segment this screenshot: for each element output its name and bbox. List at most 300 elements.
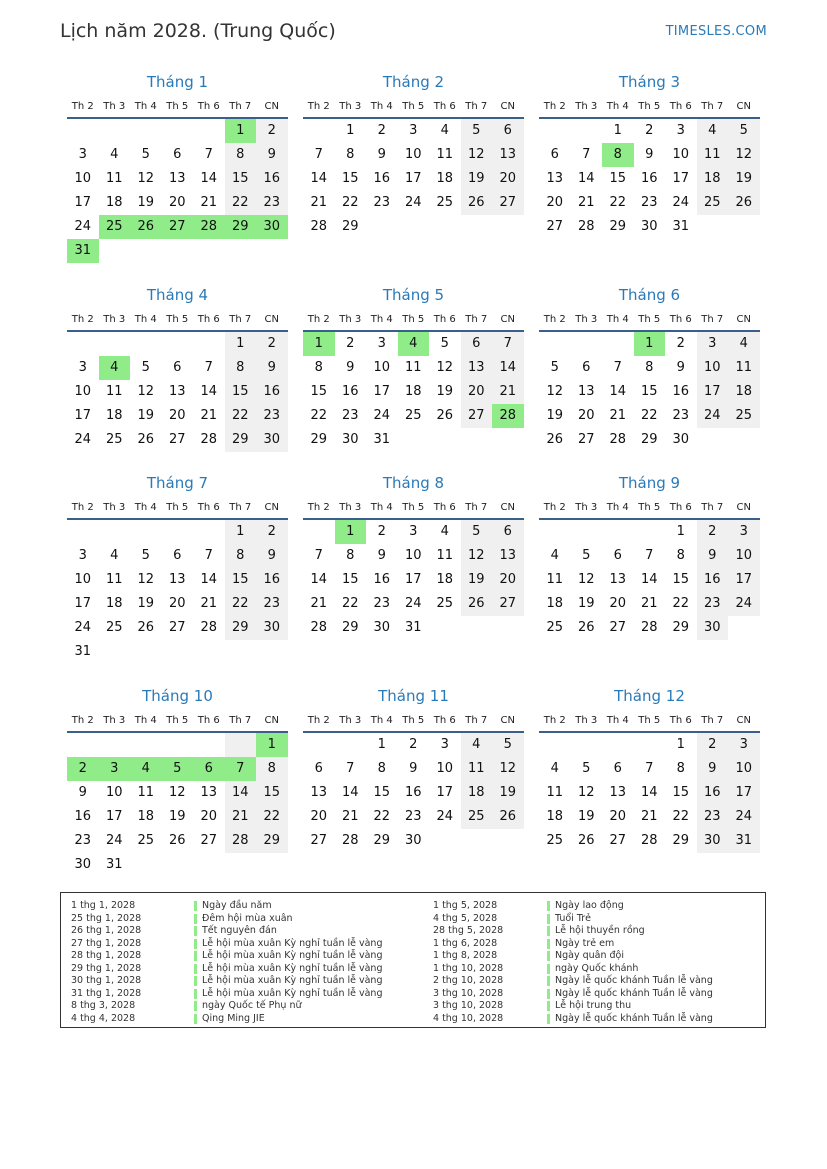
day-cell[interactable]: 24 [74, 620, 92, 635]
day-cell[interactable]: 14 [310, 171, 328, 186]
day-cell[interactable]: 26 [137, 432, 155, 447]
day-cell[interactable]: 31 [105, 857, 123, 872]
day-cell[interactable]: 16 [404, 785, 422, 800]
day-cell[interactable]: 22 [225, 191, 257, 215]
day-cell[interactable]: 17 [672, 171, 690, 186]
day-cell[interactable]: 9 [256, 356, 288, 380]
day-cell[interactable]: 11 [728, 356, 760, 380]
day-cell[interactable]: 18 [461, 781, 493, 805]
day-cell[interactable]: 17 [373, 384, 391, 399]
day-cell[interactable]: 5 [582, 761, 591, 776]
day-cell[interactable]: 11 [105, 384, 123, 399]
day-cell[interactable]: 18 [105, 195, 123, 210]
day-cell[interactable]: 28 [193, 215, 225, 239]
day-cell[interactable]: 26 [577, 833, 595, 848]
day-cell[interactable]: 15 [225, 568, 257, 592]
day-cell[interactable]: 28 [200, 620, 218, 635]
day-cell[interactable]: 12 [137, 572, 155, 587]
day-cell[interactable]: 3 [99, 757, 131, 781]
day-cell[interactable]: 7 [314, 147, 323, 162]
day-cell[interactable]: 19 [436, 384, 454, 399]
day-cell[interactable]: 11 [546, 572, 564, 587]
day-cell[interactable]: 6 [613, 761, 622, 776]
day-cell[interactable]: 14 [200, 384, 218, 399]
day-cell[interactable]: 25 [436, 195, 454, 210]
day-cell[interactable]: 16 [373, 171, 391, 186]
day-cell[interactable]: 22 [341, 596, 359, 611]
day-cell[interactable]: 28 [640, 833, 658, 848]
day-cell[interactable]: 18 [546, 809, 564, 824]
day-cell[interactable]: 20 [609, 596, 627, 611]
day-cell[interactable]: 27 [492, 592, 524, 616]
day-cell[interactable]: 7 [204, 147, 213, 162]
day-cell[interactable]: 12 [137, 171, 155, 186]
day-cell[interactable]: 13 [492, 544, 524, 568]
day-cell[interactable]: 28 [341, 833, 359, 848]
day-cell[interactable]: 19 [168, 809, 186, 824]
day-cell[interactable]: 2 [697, 733, 729, 757]
day-cell[interactable]: 6 [492, 119, 524, 143]
day-cell[interactable]: 1 [346, 123, 355, 138]
day-cell[interactable]: 10 [728, 757, 760, 781]
day-cell[interactable]: 10 [74, 572, 92, 587]
day-cell[interactable]: 24 [105, 833, 123, 848]
day-cell[interactable]: 30 [697, 829, 729, 853]
day-cell[interactable]: 6 [550, 147, 559, 162]
day-cell[interactable]: 6 [314, 761, 323, 776]
day-cell[interactable]: 30 [672, 432, 690, 447]
day-cell[interactable]: 6 [492, 520, 524, 544]
day-cell[interactable]: 22 [640, 408, 658, 423]
day-cell[interactable]: 20 [168, 596, 186, 611]
day-cell[interactable]: 13 [546, 171, 564, 186]
day-cell[interactable]: 4 [697, 119, 729, 143]
day-cell[interactable]: 19 [461, 167, 493, 191]
day-cell[interactable]: 18 [728, 380, 760, 404]
day-cell[interactable]: 23 [256, 592, 288, 616]
day-cell[interactable]: 21 [577, 195, 595, 210]
day-cell[interactable]: 3 [440, 737, 449, 752]
day-cell[interactable]: 15 [341, 572, 359, 587]
day-cell[interactable]: 31 [67, 239, 99, 263]
day-cell[interactable]: 27 [546, 219, 564, 234]
day-cell[interactable]: 11 [697, 143, 729, 167]
day-cell[interactable]: 13 [310, 785, 328, 800]
day-cell[interactable]: 12 [577, 785, 595, 800]
day-cell[interactable]: 21 [310, 596, 328, 611]
day-cell[interactable]: 21 [200, 408, 218, 423]
day-cell[interactable]: 10 [74, 384, 92, 399]
day-cell[interactable]: 14 [200, 171, 218, 186]
day-cell[interactable]: 25 [404, 408, 422, 423]
day-cell[interactable]: 19 [461, 568, 493, 592]
day-cell[interactable]: 6 [193, 757, 225, 781]
day-cell[interactable]: 23 [74, 833, 92, 848]
day-cell[interactable]: 23 [256, 404, 288, 428]
day-cell[interactable]: 12 [461, 143, 493, 167]
day-cell[interactable]: 11 [436, 548, 454, 563]
day-cell[interactable]: 20 [168, 408, 186, 423]
day-cell[interactable]: 5 [141, 548, 150, 563]
day-cell[interactable]: 27 [461, 404, 493, 428]
day-cell[interactable]: 19 [546, 408, 564, 423]
day-cell[interactable]: 24 [404, 596, 422, 611]
day-cell[interactable]: 29 [225, 215, 257, 239]
day-cell[interactable]: 7 [492, 332, 524, 356]
day-cell[interactable]: 24 [436, 809, 454, 824]
day-cell[interactable]: 22 [373, 809, 391, 824]
day-cell[interactable]: 24 [74, 219, 92, 234]
day-cell[interactable]: 8 [676, 761, 685, 776]
day-cell[interactable]: 29 [640, 432, 658, 447]
day-cell[interactable]: 9 [645, 147, 654, 162]
day-cell[interactable]: 22 [672, 809, 690, 824]
day-cell[interactable]: 12 [137, 384, 155, 399]
day-cell[interactable]: 11 [105, 171, 123, 186]
day-cell[interactable]: 10 [105, 785, 123, 800]
day-cell[interactable]: 21 [640, 809, 658, 824]
day-cell[interactable]: 9 [697, 544, 729, 568]
day-cell[interactable]: 25 [546, 833, 564, 848]
day-cell[interactable]: 8 [346, 147, 355, 162]
day-cell[interactable]: 22 [225, 404, 257, 428]
day-cell[interactable]: 28 [640, 620, 658, 635]
day-cell[interactable]: 24 [74, 432, 92, 447]
day-cell[interactable]: 4 [110, 147, 119, 162]
day-cell[interactable]: 3 [728, 520, 760, 544]
day-cell[interactable]: 6 [173, 360, 182, 375]
day-cell[interactable]: 20 [168, 195, 186, 210]
day-cell[interactable]: 27 [168, 620, 186, 635]
day-cell[interactable]: 14 [225, 781, 257, 805]
day-cell[interactable]: 14 [310, 572, 328, 587]
day-cell[interactable]: 22 [609, 195, 627, 210]
day-cell[interactable]: 8 [602, 143, 634, 167]
day-cell[interactable]: 11 [105, 572, 123, 587]
day-cell[interactable]: 27 [168, 432, 186, 447]
day-cell[interactable]: 18 [436, 171, 454, 186]
day-cell[interactable]: 14 [200, 572, 218, 587]
day-cell[interactable]: 1 [676, 737, 685, 752]
day-cell[interactable]: 20 [200, 809, 218, 824]
day-cell[interactable]: 30 [640, 219, 658, 234]
day-cell[interactable]: 13 [577, 384, 595, 399]
day-cell[interactable]: 12 [728, 143, 760, 167]
day-cell[interactable]: 7 [225, 757, 257, 781]
day-cell[interactable]: 12 [461, 544, 493, 568]
day-cell[interactable]: 17 [728, 781, 760, 805]
day-cell[interactable]: 26 [728, 191, 760, 215]
day-cell[interactable]: 5 [141, 360, 150, 375]
day-cell[interactable]: 1 [613, 123, 622, 138]
day-cell[interactable]: 5 [141, 147, 150, 162]
day-cell[interactable]: 14 [609, 384, 627, 399]
day-cell[interactable]: 10 [728, 544, 760, 568]
day-cell[interactable]: 9 [697, 757, 729, 781]
day-cell[interactable]: 8 [676, 548, 685, 563]
day-cell[interactable]: 24 [728, 805, 760, 829]
day-cell[interactable]: 12 [546, 384, 564, 399]
day-cell[interactable]: 15 [640, 384, 658, 399]
day-cell[interactable]: 23 [697, 592, 729, 616]
day-cell[interactable]: 28 [609, 432, 627, 447]
day-cell[interactable]: 28 [310, 219, 328, 234]
day-cell[interactable]: 23 [341, 408, 359, 423]
day-cell[interactable]: 19 [577, 809, 595, 824]
day-cell[interactable]: 21 [200, 596, 218, 611]
day-cell[interactable]: 1 [335, 520, 367, 544]
day-cell[interactable]: 29 [609, 219, 627, 234]
day-cell[interactable]: 10 [672, 147, 690, 162]
day-cell[interactable]: 22 [341, 195, 359, 210]
day-cell[interactable]: 4 [99, 356, 131, 380]
day-cell[interactable]: 9 [377, 548, 386, 563]
day-cell[interactable]: 21 [492, 380, 524, 404]
day-cell[interactable]: 23 [404, 809, 422, 824]
day-cell[interactable]: 26 [436, 408, 454, 423]
day-cell[interactable]: 26 [492, 805, 524, 829]
day-cell[interactable]: 16 [341, 384, 359, 399]
day-cell[interactable]: 13 [461, 356, 493, 380]
day-cell[interactable]: 1 [225, 119, 257, 143]
day-cell[interactable]: 23 [640, 195, 658, 210]
day-cell[interactable]: 3 [78, 360, 87, 375]
day-cell[interactable]: 6 [613, 548, 622, 563]
day-cell[interactable]: 1 [225, 332, 257, 356]
day-cell[interactable]: 11 [137, 785, 155, 800]
day-cell[interactable]: 15 [256, 781, 288, 805]
day-cell[interactable]: 13 [168, 384, 186, 399]
day-cell[interactable]: 2 [697, 520, 729, 544]
day-cell[interactable]: 16 [256, 167, 288, 191]
day-cell[interactable]: 17 [436, 785, 454, 800]
day-cell[interactable]: 8 [225, 356, 257, 380]
day-cell[interactable]: 11 [436, 147, 454, 162]
day-cell[interactable]: 21 [200, 195, 218, 210]
day-cell[interactable]: 20 [546, 195, 564, 210]
day-cell[interactable]: 8 [225, 143, 257, 167]
day-cell[interactable]: 29 [225, 616, 257, 640]
day-cell[interactable]: 21 [609, 408, 627, 423]
day-cell[interactable]: 27 [310, 833, 328, 848]
day-cell[interactable]: 18 [137, 809, 155, 824]
day-cell[interactable]: 3 [78, 548, 87, 563]
day-cell[interactable]: 26 [130, 215, 162, 239]
day-cell[interactable]: 13 [200, 785, 218, 800]
day-cell[interactable]: 16 [256, 380, 288, 404]
day-cell[interactable]: 14 [492, 356, 524, 380]
day-cell[interactable]: 23 [373, 596, 391, 611]
day-cell[interactable]: 1 [256, 733, 288, 757]
day-cell[interactable]: 11 [546, 785, 564, 800]
day-cell[interactable]: 21 [341, 809, 359, 824]
day-cell[interactable]: 10 [436, 761, 454, 776]
day-cell[interactable]: 25 [137, 833, 155, 848]
day-cell[interactable]: 27 [492, 191, 524, 215]
day-cell[interactable]: 8 [256, 757, 288, 781]
day-cell[interactable]: 13 [492, 143, 524, 167]
day-cell[interactable]: 24 [672, 195, 690, 210]
day-cell[interactable]: 18 [546, 596, 564, 611]
day-cell[interactable]: 5 [162, 757, 194, 781]
day-cell[interactable]: 8 [377, 761, 386, 776]
day-cell[interactable]: 17 [74, 195, 92, 210]
day-cell[interactable]: 30 [404, 833, 422, 848]
day-cell[interactable]: 25 [697, 191, 729, 215]
day-cell[interactable]: 12 [436, 360, 454, 375]
day-cell[interactable]: 31 [373, 432, 391, 447]
day-cell[interactable]: 23 [256, 191, 288, 215]
day-cell[interactable]: 5 [461, 119, 493, 143]
day-cell[interactable]: 4 [461, 733, 493, 757]
day-cell[interactable]: 19 [137, 195, 155, 210]
day-cell[interactable]: 30 [373, 620, 391, 635]
day-cell[interactable]: 3 [728, 733, 760, 757]
day-cell[interactable]: 15 [609, 171, 627, 186]
day-cell[interactable]: 26 [168, 833, 186, 848]
day-cell[interactable]: 11 [404, 360, 422, 375]
day-cell[interactable]: 4 [398, 332, 430, 356]
day-cell[interactable]: 2 [676, 336, 685, 351]
day-cell[interactable]: 9 [346, 360, 355, 375]
day-cell[interactable]: 2 [377, 524, 386, 539]
day-cell[interactable]: 25 [105, 620, 123, 635]
day-cell[interactable]: 4 [440, 524, 449, 539]
day-cell[interactable]: 6 [582, 360, 591, 375]
day-cell[interactable]: 1 [303, 332, 335, 356]
day-cell[interactable]: 13 [609, 572, 627, 587]
day-cell[interactable]: 5 [728, 119, 760, 143]
day-cell[interactable]: 8 [346, 548, 355, 563]
day-cell[interactable]: 25 [461, 805, 493, 829]
day-cell[interactable]: 9 [256, 143, 288, 167]
day-cell[interactable]: 4 [550, 761, 559, 776]
day-cell[interactable]: 18 [105, 596, 123, 611]
day-cell[interactable]: 25 [436, 596, 454, 611]
day-cell[interactable]: 30 [341, 432, 359, 447]
day-cell[interactable]: 31 [404, 620, 422, 635]
day-cell[interactable]: 18 [697, 167, 729, 191]
day-cell[interactable]: 31 [672, 219, 690, 234]
day-cell[interactable]: 4 [130, 757, 162, 781]
day-cell[interactable]: 17 [404, 572, 422, 587]
day-cell[interactable]: 15 [672, 572, 690, 587]
day-cell[interactable]: 12 [492, 757, 524, 781]
day-cell[interactable]: 15 [225, 380, 257, 404]
day-cell[interactable]: 26 [546, 432, 564, 447]
day-cell[interactable]: 7 [645, 548, 654, 563]
day-cell[interactable]: 29 [672, 620, 690, 635]
day-cell[interactable]: 2 [346, 336, 355, 351]
day-cell[interactable]: 28 [577, 219, 595, 234]
day-cell[interactable]: 13 [168, 572, 186, 587]
day-cell[interactable]: 2 [67, 757, 99, 781]
day-cell[interactable]: 29 [310, 432, 328, 447]
day-cell[interactable]: 23 [373, 195, 391, 210]
day-cell[interactable]: 17 [728, 568, 760, 592]
day-cell[interactable]: 24 [728, 592, 760, 616]
day-cell[interactable]: 15 [672, 785, 690, 800]
day-cell[interactable]: 13 [168, 171, 186, 186]
day-cell[interactable]: 6 [173, 548, 182, 563]
day-cell[interactable]: 28 [310, 620, 328, 635]
day-cell[interactable]: 29 [672, 833, 690, 848]
day-cell[interactable]: 9 [676, 360, 685, 375]
day-cell[interactable]: 7 [582, 147, 591, 162]
day-cell[interactable]: 19 [492, 781, 524, 805]
day-cell[interactable]: 10 [404, 147, 422, 162]
day-cell[interactable]: 22 [256, 805, 288, 829]
day-cell[interactable]: 2 [256, 332, 288, 356]
brand-link[interactable]: TIMESLES.COM [665, 24, 767, 39]
day-cell[interactable]: 30 [256, 616, 288, 640]
day-cell[interactable]: 17 [105, 809, 123, 824]
day-cell[interactable]: 4 [110, 548, 119, 563]
day-cell[interactable]: 7 [314, 548, 323, 563]
day-cell[interactable]: 19 [137, 408, 155, 423]
day-cell[interactable]: 9 [377, 147, 386, 162]
day-cell[interactable]: 1 [676, 524, 685, 539]
day-cell[interactable]: 30 [74, 857, 92, 872]
day-cell[interactable]: 15 [310, 384, 328, 399]
day-cell[interactable]: 16 [256, 568, 288, 592]
day-cell[interactable]: 20 [310, 809, 328, 824]
day-cell[interactable]: 9 [78, 785, 87, 800]
day-cell[interactable]: 10 [697, 356, 729, 380]
day-cell[interactable]: 21 [640, 596, 658, 611]
day-cell[interactable]: 26 [577, 620, 595, 635]
day-cell[interactable]: 25 [728, 404, 760, 428]
day-cell[interactable]: 14 [341, 785, 359, 800]
day-cell[interactable]: 8 [225, 544, 257, 568]
day-cell[interactable]: 19 [137, 596, 155, 611]
day-cell[interactable]: 27 [162, 215, 194, 239]
day-cell[interactable]: 15 [225, 167, 257, 191]
day-cell[interactable]: 18 [436, 572, 454, 587]
day-cell[interactable]: 29 [341, 219, 359, 234]
day-cell[interactable]: 4 [728, 332, 760, 356]
day-cell[interactable]: 24 [373, 408, 391, 423]
day-cell[interactable]: 5 [440, 336, 449, 351]
day-cell[interactable]: 14 [577, 171, 595, 186]
day-cell[interactable]: 16 [697, 781, 729, 805]
day-cell[interactable]: 3 [409, 123, 418, 138]
day-cell[interactable]: 10 [74, 171, 92, 186]
day-cell[interactable]: 28 [200, 432, 218, 447]
day-cell[interactable]: 21 [225, 805, 257, 829]
day-cell[interactable]: 27 [609, 620, 627, 635]
day-cell[interactable]: 4 [550, 548, 559, 563]
day-cell[interactable]: 16 [74, 809, 92, 824]
day-cell[interactable]: 26 [461, 191, 493, 215]
day-cell[interactable]: 28 [492, 404, 524, 428]
day-cell[interactable]: 3 [78, 147, 87, 162]
day-cell[interactable]: 27 [200, 833, 218, 848]
day-cell[interactable]: 29 [341, 620, 359, 635]
day-cell[interactable]: 3 [697, 332, 729, 356]
day-cell[interactable]: 7 [645, 761, 654, 776]
day-cell[interactable]: 25 [546, 620, 564, 635]
day-cell[interactable]: 30 [256, 215, 288, 239]
day-cell[interactable]: 18 [105, 408, 123, 423]
day-cell[interactable]: 6 [173, 147, 182, 162]
day-cell[interactable]: 6 [461, 332, 493, 356]
day-cell[interactable]: 13 [609, 785, 627, 800]
day-cell[interactable]: 23 [697, 805, 729, 829]
day-cell[interactable]: 2 [645, 123, 654, 138]
day-cell[interactable]: 26 [137, 620, 155, 635]
day-cell[interactable]: 7 [204, 360, 213, 375]
